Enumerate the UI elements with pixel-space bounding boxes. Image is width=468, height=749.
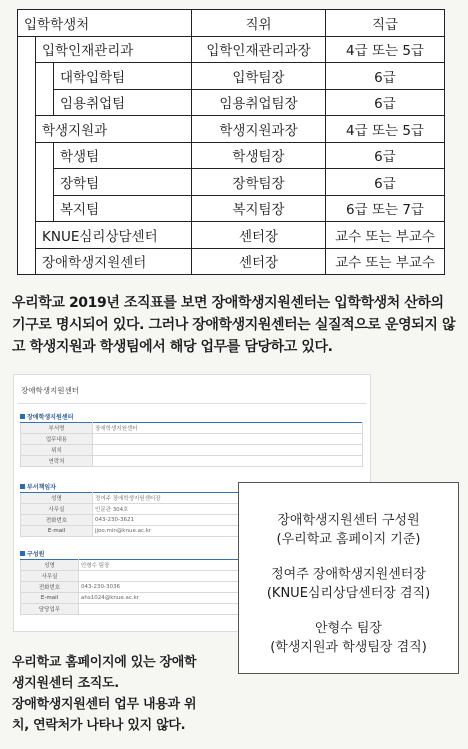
section-bullet-icon [20, 414, 25, 419]
org-position: 학생지원과장 [192, 116, 326, 143]
org-unit: 장애학생지원센터 [36, 248, 192, 275]
section-bullet-icon [20, 484, 25, 489]
org-grade: 6급 [326, 89, 445, 116]
org-row [18, 36, 445, 63]
member-caption-box [238, 482, 459, 674]
org-row [18, 169, 445, 196]
org-position: 센터장 [192, 222, 326, 249]
site-section-heading: 구성원 [20, 549, 44, 558]
org-table [17, 9, 445, 275]
org-grade: 4급 또는 5급 [326, 116, 445, 143]
site-section-table: 성명 정여주 장애학생지원센터장 사무실 인문관 304호 전화번호 043-230-3621 E-mail jjoo.min@knue.ac.kr [20, 492, 363, 537]
org-row [18, 89, 445, 116]
section-bullet-icon [20, 551, 25, 556]
org-position: 입학팀장 [192, 63, 326, 90]
caption-group: 장애학생지원센터 구성원 (우리학교 홈페이지 기준) [276, 513, 421, 547]
org-unit: 임용취업팀 [54, 89, 192, 116]
org-unit: KNUE심리상담센터 [36, 222, 192, 249]
org-header-unit: 입학학생처 [18, 10, 192, 37]
org-grade: 6급 [326, 63, 445, 90]
org-description-paragraph: 우리학교 2019년 조직표를 보면 장애학생지원센터는 입학학생처 산하의 기구로 명시되어 있다. 그러나 장애학생지원센터는 실질적으로 운영되지 않고 학생지원과 학생팀에서 해당 업무를 담당하고 있다. [12, 295, 456, 355]
site-section-heading: 부서책임자 [20, 482, 56, 491]
org-position: 센터장 [192, 248, 326, 275]
caption-group: 정여주 장애학생지원센터장 (KNUE심리상담센터장 겸직) [266, 567, 431, 601]
org-position: 임용취업팀장 [192, 89, 326, 116]
caption-group: 안형수 팀장 (학생지원과 학생팀장 겸직) [270, 621, 427, 655]
org-unit: 입학인재관리과 [36, 36, 192, 63]
org-unit: 장학팀 [54, 169, 192, 196]
org-row [18, 248, 445, 275]
org-position: 복지팀장 [192, 195, 326, 222]
org-header-grade: 직급 [326, 10, 445, 37]
org-position: 장학팀장 [192, 169, 326, 196]
org-grade: 교수 또는 부교수 [326, 222, 445, 249]
org-grade: 6급 [326, 169, 445, 196]
org-header-row [18, 10, 445, 37]
org-unit: 학생팀 [54, 142, 192, 169]
site-section-heading: 장애학생지원센터 [20, 412, 73, 421]
org-grade: 6급 [326, 142, 445, 169]
org-position: 학생팀장 [192, 142, 326, 169]
site-section-table: 부서명 장애학생지원센터 업무내용 위치 연락처 [20, 422, 363, 467]
org-position: 입학인재관리과장 [192, 36, 326, 63]
org-header-position: 직위 [192, 10, 326, 37]
org-grade: 교수 또는 부교수 [326, 248, 445, 275]
org-row [18, 222, 445, 249]
org-unit: 복지팀 [54, 195, 192, 222]
site-page-title: 장애학생지원센터 [21, 386, 79, 395]
org-row [18, 63, 445, 90]
org-grade: 6급 또는 7급 [326, 195, 445, 222]
website-description-paragraph: 우리학교 홈페이지에 있는 장애학 생지원센터 조직도. 장애학생지원센터 업무 내용과 위 치, 연락처가 나타나 있지 않다. [12, 655, 197, 733]
org-row [18, 195, 445, 222]
org-row [18, 142, 445, 169]
org-unit: 학생지원과 [36, 116, 192, 143]
org-row [18, 116, 445, 143]
site-divider [18, 403, 366, 404]
site-section-table: 성명 안형수 팀장 사무실 전화번호 043-230-3036 E-mail ahs1024@knue.ac.kr 담당업무 [20, 559, 249, 615]
org-unit: 대학입학팀 [54, 63, 192, 90]
org-grade: 4급 또는 5급 [326, 36, 445, 63]
